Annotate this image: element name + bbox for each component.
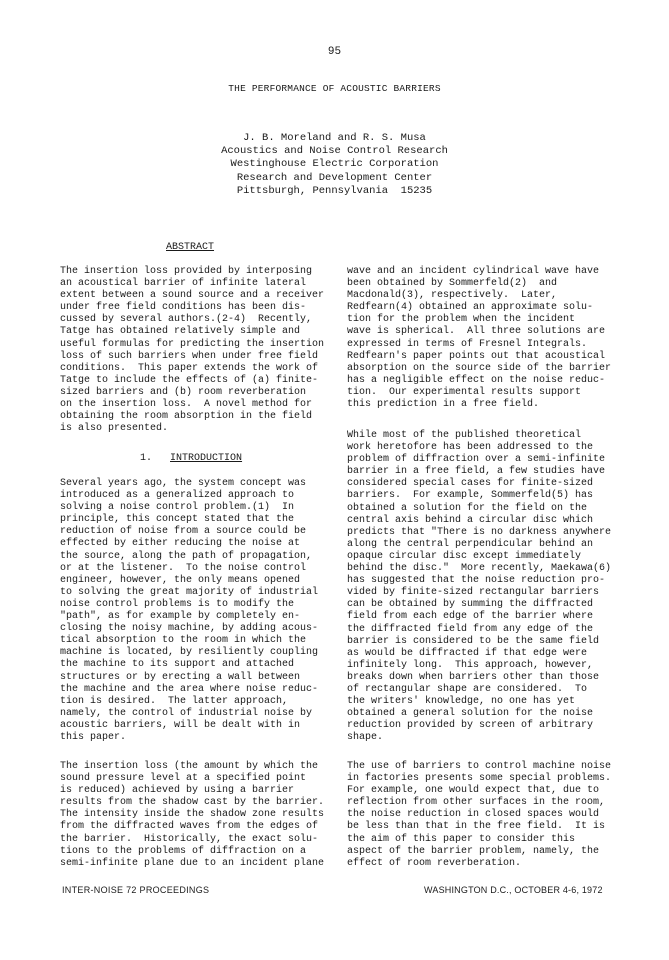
abstract-text — [60, 266, 332, 435]
right-paragraph-1 — [347, 266, 627, 411]
text-line: work heretofore has been addressed to the — [347, 442, 594, 454]
text-line: useful formulas for predicting the insertion — [60, 338, 325, 350]
text-line: under free field conditions has been dis- — [60, 302, 307, 314]
abstract-heading: ABSTRACT — [166, 242, 215, 253]
text-line: namely, the control of industrial noise by — [60, 707, 313, 719]
affiliation-line: Acoustics and Noise Control Research — [221, 145, 448, 158]
text-line: Macdonald(3), respectively. Later, — [347, 290, 558, 302]
footer-proceedings: INTER-NOISE 72 PROCEEDINGS — [62, 885, 210, 895]
text-line: noise control problems is to modify the — [60, 598, 295, 610]
text-line: opaque circular disc except immediately — [347, 550, 582, 562]
text-line: introduced as a generalized approach to — [60, 490, 295, 502]
text-line: barrier in a free field, a few studies have — [347, 466, 606, 478]
text-line: central axis behind a circular disc which — [347, 514, 594, 526]
text-line: has a negligible effect on the noise reduc- — [347, 374, 606, 386]
text-line: is reduced) achieved by using a barrier — [60, 785, 295, 797]
text-line: The insertion loss provided by interposing — [60, 266, 313, 277]
text-line: along the central perpendicular behind an — [347, 538, 594, 550]
text-line: cussed by several authors.(2-4) Recently, — [60, 314, 313, 326]
text-line: infinitely long. This approach, however, — [347, 659, 594, 671]
text-line: an acoustical barrier of infinite lateral — [60, 278, 307, 290]
text-line: in factories presents some special problems. — [347, 773, 612, 785]
text-line: the aim of this paper to consider this — [347, 833, 576, 845]
text-line: tical absorption to the room in which the — [60, 635, 307, 647]
text-line: the machine and the area where noise reduc- — [60, 683, 319, 695]
text-line: tions to the problems of diffraction on a — [60, 845, 307, 857]
text-line: to solving the great majority of industrial — [60, 586, 319, 598]
text-line: or at the listener. To the noise control — [60, 562, 307, 574]
intro-paragraph-1 — [60, 478, 332, 744]
page-number: 95 — [327, 46, 342, 58]
text-line: the source, along the path of propagation, — [60, 550, 313, 562]
text-line: While most of the published theoretical — [347, 430, 582, 441]
text-line: has suggested that the noise reduction pro- — [347, 575, 606, 587]
text-line: of rectangular shape are considered. To — [347, 683, 588, 695]
section-title: INTRODUCTION — [170, 453, 243, 464]
text-line: extent between a sound source and a receiver — [60, 290, 325, 302]
paper-title: THE PERFORMANCE OF ACOUSTIC BARRIERS — [228, 83, 441, 94]
section-heading-introduction — [140, 453, 242, 464]
text-line: behind the disc." More recently, Maekawa(6) — [347, 563, 612, 575]
text-line: the machine to its support and attached — [60, 659, 295, 671]
right-paragraph-3 — [347, 761, 627, 870]
text-line: acoustic barriers, will be dealt with in — [60, 719, 301, 731]
section-number: 1. — [140, 453, 153, 464]
text-line: as would be diffracted if that edge were — [347, 647, 588, 659]
text-line: semi-infinite plane due to an incident plane — [60, 857, 325, 869]
text-line: is also presented. — [60, 423, 169, 435]
text-line: shape. — [347, 732, 384, 744]
text-line: Redfearn's paper points out that acoustical — [347, 350, 606, 362]
text-line: vided by finite-sized rectangular barriers — [347, 587, 600, 599]
text-line: reduction provided by screen of arbitrary — [347, 720, 594, 732]
text-line: aspect of the barrier problem, namely, the — [347, 845, 600, 857]
text-line: Tatge has obtained relatively simple and — [60, 326, 301, 338]
text-line: obtained a general solution for the noise — [347, 708, 594, 720]
text-line: reduction of noise from a source could be — [60, 526, 307, 538]
text-line: obtained a solution for the field on the — [347, 502, 588, 514]
intro-paragraph-2 — [60, 761, 332, 870]
text-line: absorption on the source side of the barrier — [347, 362, 612, 374]
text-line: engineer, however, the only means opened — [60, 574, 301, 586]
text-line: wave and an incident cylindrical wave have — [347, 266, 600, 277]
text-line: effected by either reducing the noise at — [60, 538, 301, 550]
text-line: this prediction in a free field. — [347, 399, 540, 411]
text-line: reflection from other surfaces in the room, — [347, 797, 606, 809]
text-line: wave is spherical. All three solutions are — [347, 326, 606, 338]
text-line: solving a noise control problem.(1) In — [60, 502, 295, 514]
text-line: problem of diffraction over a semi-infinite — [347, 454, 606, 466]
affiliation-line: Research and Development Center — [236, 171, 433, 184]
text-line: tion. Our experimental results support — [347, 386, 582, 398]
text-line: machine is located, by resiliently coupling — [60, 647, 319, 659]
text-line: tion for the problem when the incident — [347, 314, 576, 326]
author-block — [0, 132, 669, 198]
text-line: Tatge to include the effects of (a) finite- — [60, 374, 319, 386]
text-line: considered special cases for finite-sized — [347, 478, 594, 490]
text-line: be less than that in the free field. It is — [347, 821, 606, 833]
text-line: barriers. For example, Sommerfeld(5) has — [347, 490, 594, 502]
text-line: obtaining the room absorption in the field — [60, 411, 313, 423]
text-line: closing the noisy machine, by adding acous- — [60, 623, 319, 635]
text-line: the barrier. Historically, the exact solu- — [60, 833, 319, 845]
text-line: the writers' knowledge, no one has yet — [347, 696, 576, 708]
text-line: results from the shadow cast by the barrier. — [60, 797, 325, 809]
text-line: predicts that "There is no darkness anywhere — [347, 526, 612, 538]
text-line: sound pressure level at a specified point — [60, 773, 307, 785]
affiliation-line: Westinghouse Electric Corporation — [230, 158, 439, 171]
text-line: principle, this concept stated that the — [60, 514, 295, 526]
text-line: field from each edge of the barrier where — [347, 611, 594, 623]
text-line: tion is desired. The latter approach, — [60, 695, 289, 707]
text-line: been obtained by Sommerfeld(2) and — [347, 278, 558, 290]
text-line: on the insertion loss. A novel method for — [60, 399, 313, 411]
right-paragraph-2 — [347, 430, 627, 744]
text-line: the diffracted field from any edge of the — [347, 623, 594, 635]
text-line: can be obtained by summing the diffracted — [347, 599, 594, 611]
text-line: The insertion loss (the amount by which the — [60, 761, 319, 772]
text-line: Redfearn(4) obtained an approximate solu- — [347, 302, 594, 314]
author-names: J. B. Moreland and R. S. Musa — [243, 132, 426, 144]
text-line: Several years ago, the system concept was — [60, 478, 307, 489]
text-line: sized barriers and (b) room reverberation — [60, 386, 307, 398]
text-line: barrier is considered to be the same field — [347, 635, 600, 647]
text-line: the noise reduction in closed spaces would — [347, 809, 600, 821]
text-line: The intensity inside the shadow zone results — [60, 809, 325, 821]
footer-location-date: WASHINGTON D.C., OCTOBER 4-6, 1972 — [424, 885, 603, 895]
text-line: effect of room reverberation. — [347, 857, 522, 869]
text-line: "path", as for example by completely en- — [60, 611, 301, 623]
text-line: expressed in terms of Fresnel Integrals. — [347, 338, 588, 350]
text-line: breaks down when barriers other than those — [347, 671, 600, 683]
text-line: The use of barriers to control machine noise — [347, 761, 612, 772]
text-line: this paper. — [60, 731, 127, 743]
text-line: conditions. This paper extends the work of — [60, 362, 319, 374]
text-line: For example, one would expect that, due to — [347, 785, 600, 797]
text-line: loss of such barriers when under free field — [60, 350, 319, 362]
text-line: from the diffracted waves from the edges of — [60, 821, 319, 833]
affiliation-line: Pittsburgh, Pennsylvania 15235 — [236, 184, 433, 197]
text-line: structures or by erecting a wall between — [60, 671, 301, 683]
